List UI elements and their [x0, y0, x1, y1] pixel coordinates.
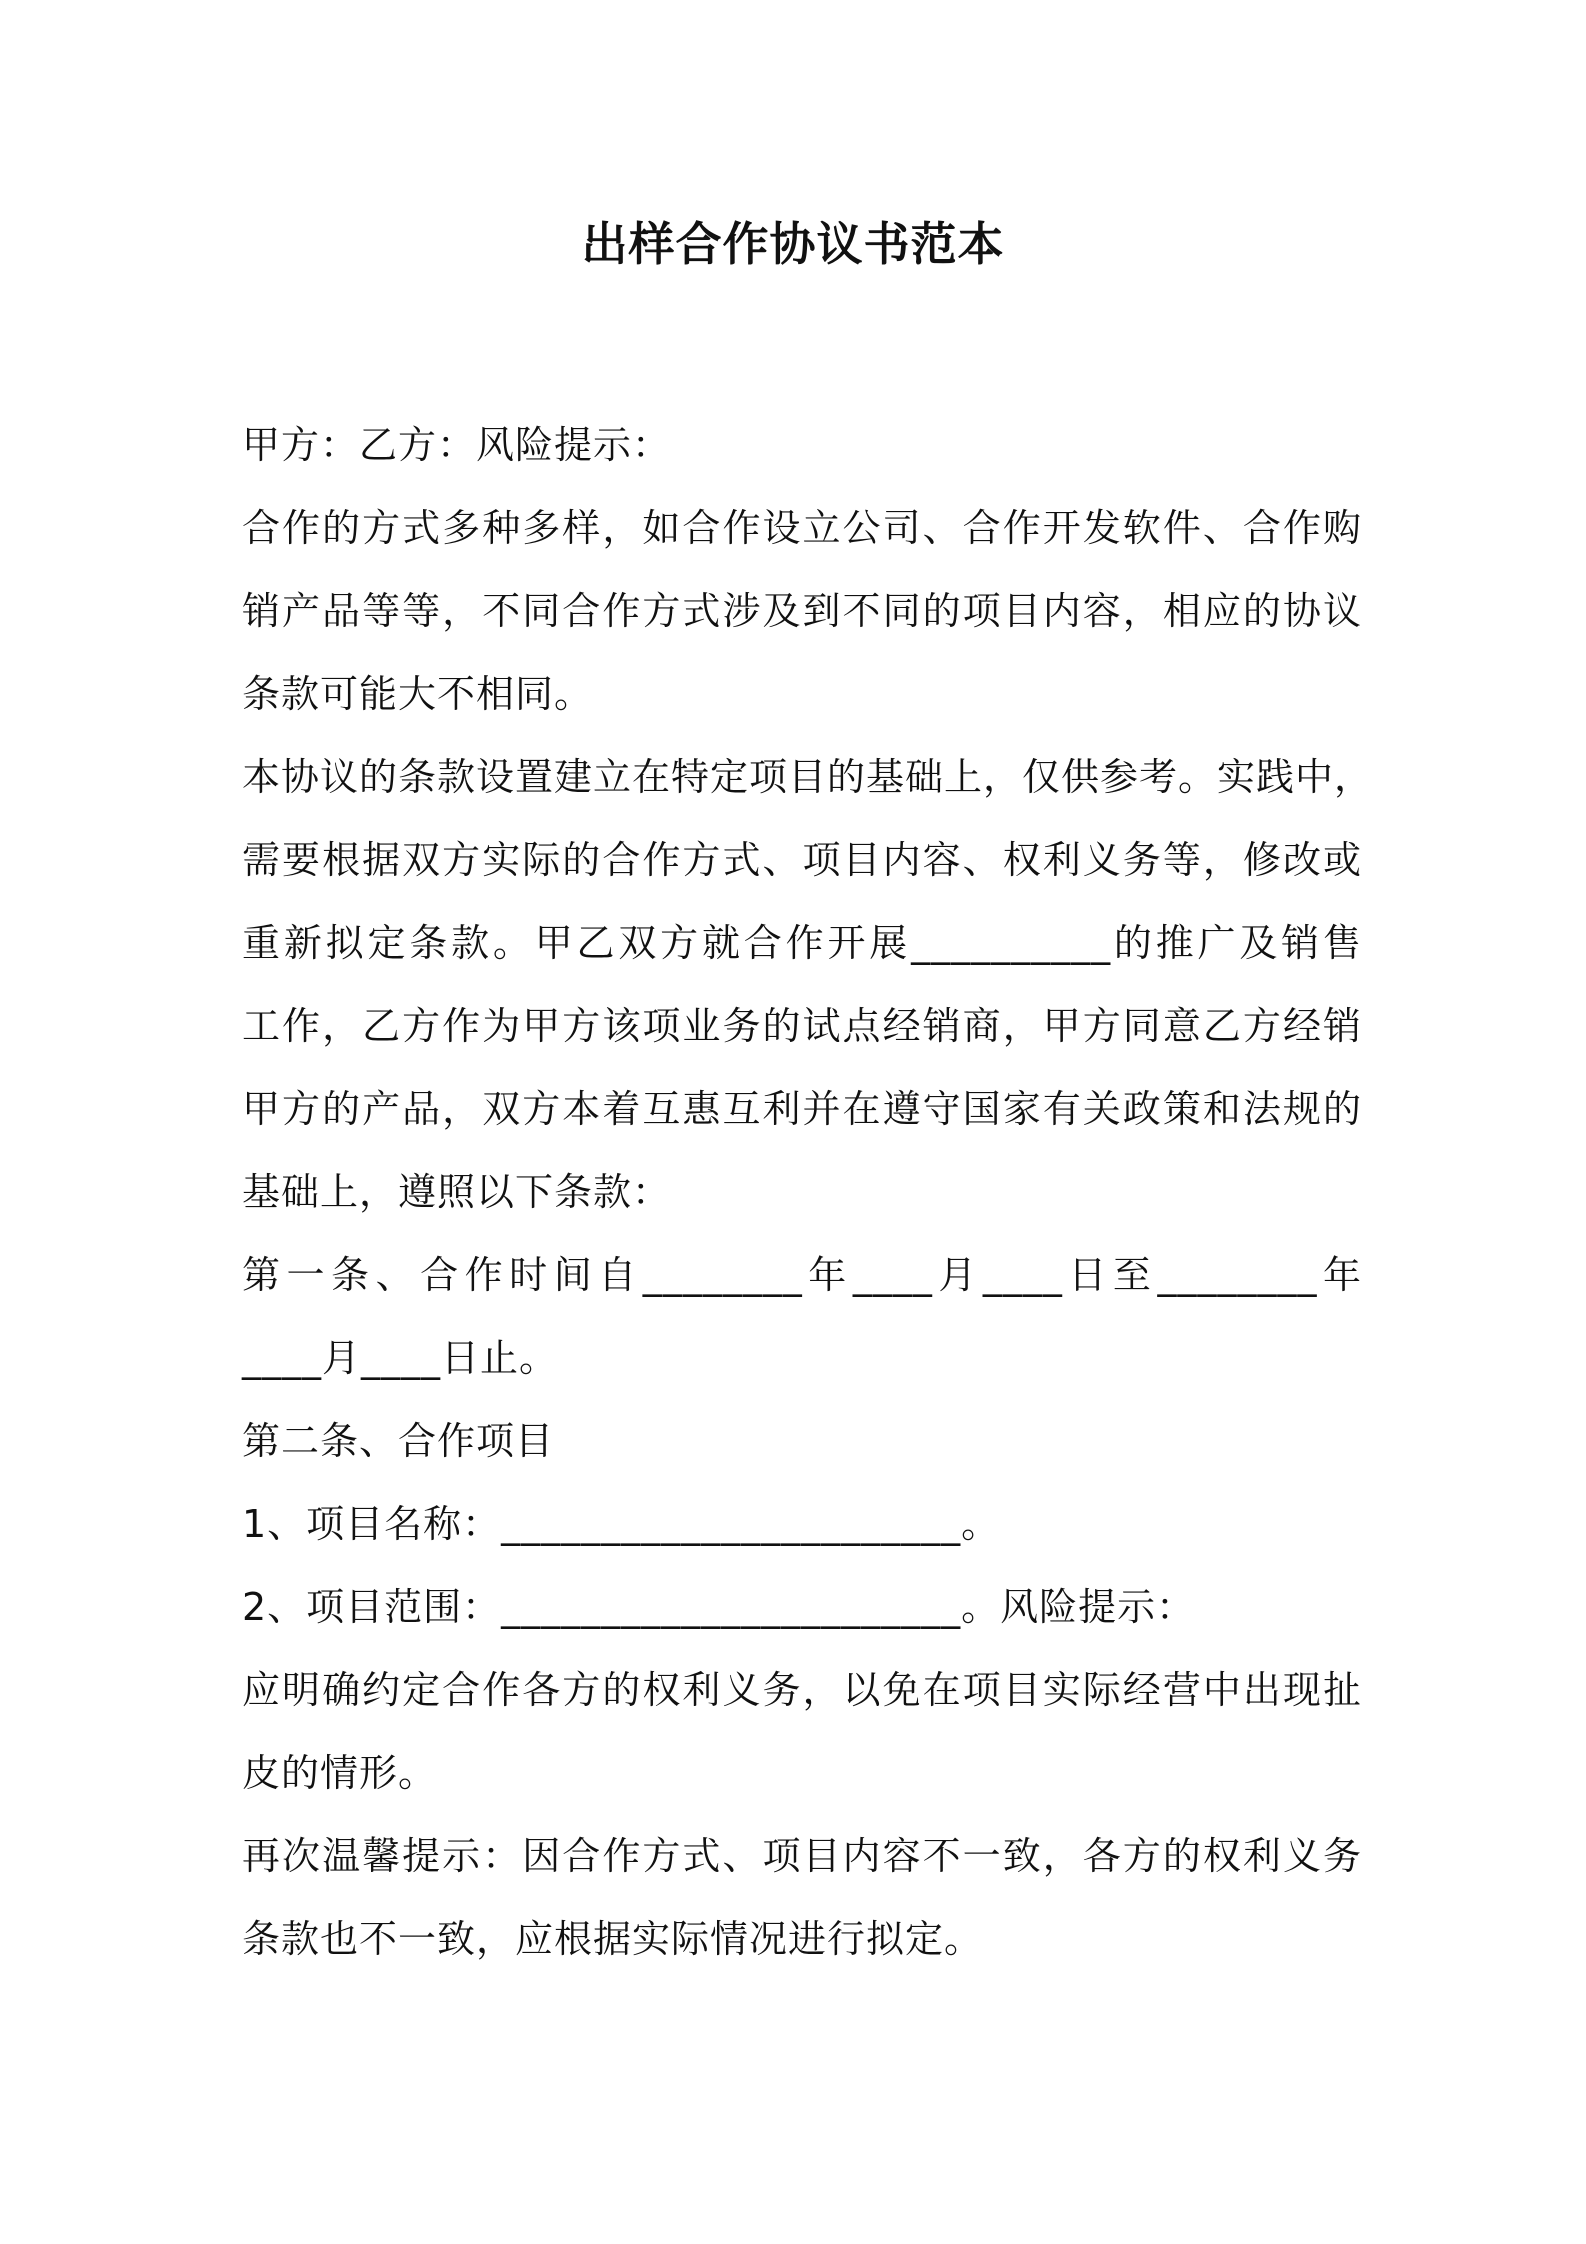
- clause-2-heading: 第二条、合作项目: [242, 1419, 555, 1463]
- reminder-line: 条款也不一致，应根据实际情况进行拟定。: [242, 1917, 984, 1961]
- body-line: 销产品等等，不同合作方式涉及到不同的项目内容，相应的协议: [242, 589, 1362, 633]
- body-line: 甲方的产品，双方本着互惠互利并在遵守国家有关政策和法规的: [242, 1087, 1362, 1131]
- body-line: 应明确约定合作各方的权利义务，以免在项目实际经营中出现扯: [242, 1668, 1362, 1712]
- clause-1-line: 第一条、合作时间自________年____月____日至________年: [242, 1253, 1362, 1297]
- body-line: 重新拟定条款。甲乙双方就合作开展__________的推广及销售: [242, 921, 1362, 965]
- document-body: [242, 404, 1374, 1981]
- body-line: 本协议的条款设置建立在特定项目的基础上，仅供参考。实践中，: [242, 755, 1374, 799]
- body-line: 基础上，遵照以下条款：: [242, 1170, 672, 1214]
- body-line: 工作，乙方作为甲方该项业务的试点经销商，甲方同意乙方经销: [242, 1004, 1362, 1048]
- body-line: 条款可能大不相同。: [242, 672, 594, 716]
- party-and-risk-line: 甲方：乙方：风险提示：: [242, 423, 672, 467]
- clause-1-line: ____月____日止。: [242, 1336, 559, 1380]
- body-line: 合作的方式多种多样，如合作设立公司、合作开发软件、合作购: [242, 506, 1362, 550]
- project-name-line: 1、项目名称：_______________________。: [242, 1502, 1001, 1546]
- document-title: 出样合作协议书范本: [581, 217, 1005, 271]
- body-line: 需要根据双方实际的合作方式、项目内容、权利义务等，修改或: [242, 838, 1362, 882]
- body-line: 皮的情形。: [242, 1751, 438, 1795]
- reminder-line: 再次温馨提示：因合作方式、项目内容不一致，各方的权利义务: [242, 1834, 1362, 1878]
- project-scope-line: 2、项目范围：_______________________。风险提示：: [242, 1585, 1196, 1629]
